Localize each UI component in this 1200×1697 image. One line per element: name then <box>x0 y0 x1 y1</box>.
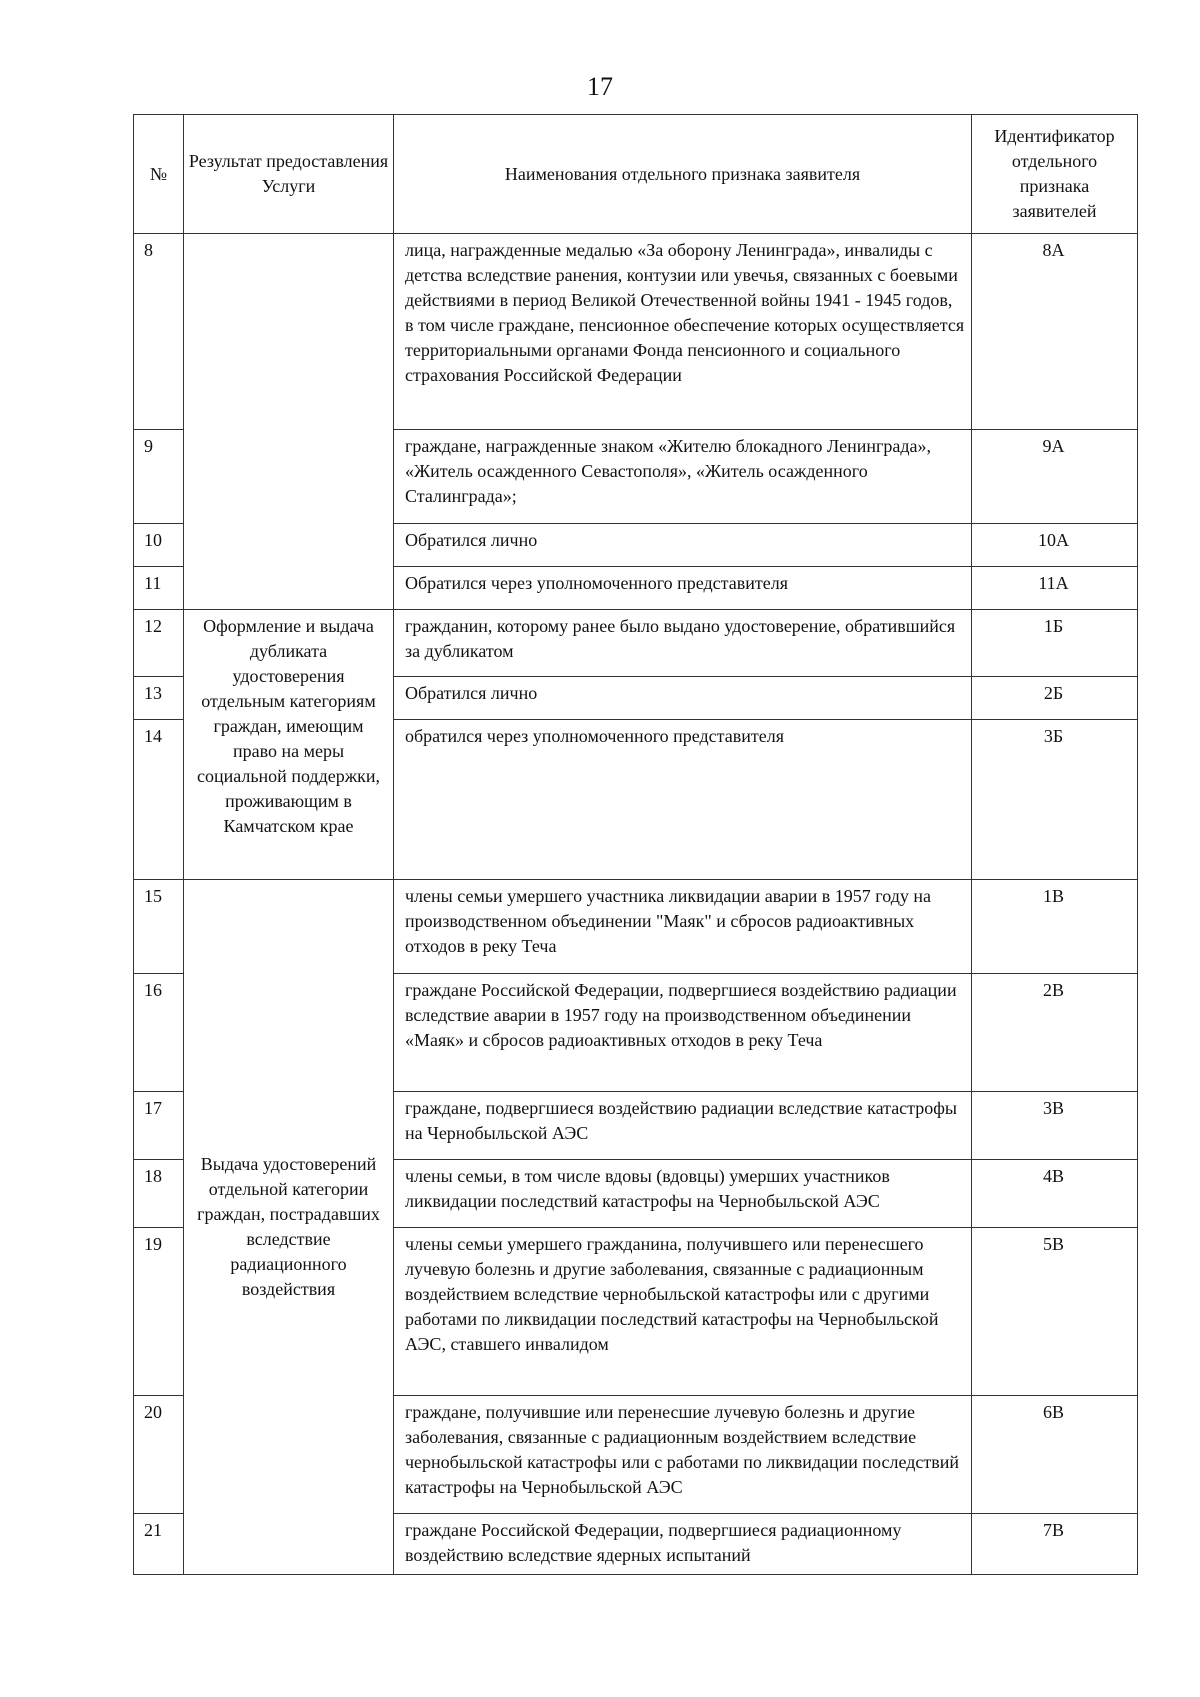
row-identifier: 1Б <box>972 610 1138 677</box>
table-row <box>134 880 1138 974</box>
row-number: 19 <box>134 1228 184 1396</box>
table-header-row <box>134 115 1138 234</box>
row-identifier: 8А <box>972 234 1138 430</box>
row-number: 13 <box>134 677 184 720</box>
row-identifier: 2В <box>972 974 1138 1092</box>
row-identifier: 1В <box>972 880 1138 974</box>
row-identifier: 9А <box>972 430 1138 524</box>
header-identifier: Идентификатор отдельного признака заявителей <box>972 115 1138 234</box>
row-attribute-text: граждане, награжденные знаком «Жителю блокадного Ленинграда», «Житель осажденного Севастополя», «Житель осажденного Сталинграда»; <box>394 430 972 524</box>
row-attribute-text: лица, награжденные медалью «За оборону Ленинграда», инвалиды с детства вследствие ранения, контузии или увечья, связанных с боевыми действиями в период Великой Отечественной войны 1941 - 1945 годов, в том числе граждане, пенсионное обеспечение которых осуществляется территориальными органами Фонда пенсионного и социального страхования Российской Федерации <box>394 234 972 430</box>
row-number: 14 <box>134 720 184 880</box>
header-result: Результат предоставления Услуги <box>184 115 394 234</box>
row-identifier: 2Б <box>972 677 1138 720</box>
result-duplicate-issuance: Оформление и выдача дубликата удостоверения отдельным категориям граждан, имеющим право на меры социальной поддержки, проживающим в Камчатском крае <box>184 610 394 880</box>
row-attribute-text: члены семьи умершего гражданина, получившего или перенесшего лучевую болезнь и другие заболевания, связанные с радиационным воздействием вследствие чернобыльской катастрофы или с другими работами по ликвидации последствий катастрофы на Чернобыльской АЭС, ставшего инвалидом <box>394 1228 972 1396</box>
table-row <box>134 234 1138 430</box>
row-attribute-text: Обратился через уполномоченного представителя <box>394 567 972 610</box>
row-attribute-text: Обратился лично <box>394 677 972 720</box>
row-number: 16 <box>134 974 184 1092</box>
row-number: 20 <box>134 1396 184 1514</box>
header-number: № <box>134 115 184 234</box>
row-number: 10 <box>134 524 184 567</box>
header-attribute-name: Наименования отдельного признака заявителя <box>394 115 972 234</box>
row-identifier: 11А <box>972 567 1138 610</box>
row-number: 9 <box>134 430 184 524</box>
row-number: 21 <box>134 1514 184 1575</box>
applicant-criteria-table <box>133 114 1138 1575</box>
row-attribute-text: обратился через уполномоченного представителя <box>394 720 972 880</box>
result-radiation-certificates: Выдача удостоверений отдельной категории граждан, пострадавших вследствие радиационного воздействия <box>184 880 394 1575</box>
row-identifier: 6В <box>972 1396 1138 1514</box>
row-identifier: 10А <box>972 524 1138 567</box>
row-number: 8 <box>134 234 184 430</box>
row-attribute-text: гражданин, которому ранее было выдано удостоверение, обратившийся за дубликатом <box>394 610 972 677</box>
row-attribute-text: граждане Российской Федерации, подвергшиеся радиационному воздействию вследствие ядерных испытаний <box>394 1514 972 1575</box>
row-attribute-text: граждане, подвергшиеся воздействию радиации вследствие катастрофы на Чернобыльской АЭС <box>394 1092 972 1160</box>
row-number: 15 <box>134 880 184 974</box>
row-identifier: 7В <box>972 1514 1138 1575</box>
row-attribute-text: члены семьи, в том числе вдовы (вдовцы) умерших участников ликвидации последствий катастрофы на Чернобыльской АЭС <box>394 1160 972 1228</box>
row-identifier: 5В <box>972 1228 1138 1396</box>
row-identifier: 3Б <box>972 720 1138 880</box>
page-number: 17 <box>587 72 613 101</box>
row-number: 11 <box>134 567 184 610</box>
row-number: 17 <box>134 1092 184 1160</box>
table-row <box>134 610 1138 677</box>
row-number: 18 <box>134 1160 184 1228</box>
row-identifier: 3В <box>972 1092 1138 1160</box>
row-attribute-text: Обратился лично <box>394 524 972 567</box>
row-number: 12 <box>134 610 184 677</box>
row-attribute-text: члены семьи умершего участника ликвидации аварии в 1957 году на производственном объединении "Маяк" и сбросов радиоактивных отходов в реку Теча <box>394 880 972 974</box>
row-attribute-text: граждане, получившие или перенесшие лучевую болезнь и другие заболевания, связанные с радиационным воздействием вследствие чернобыльской катастрофы или с работами по ликвидации последствий катастрофы на Чернобыльской АЭС <box>394 1396 972 1514</box>
row-attribute-text: граждане Российской Федерации, подвергшиеся воздействию радиации вследствие аварии в 1957 году на производственном объединении «Маяк» и сбросов радиоактивных отходов в реку Теча <box>394 974 972 1092</box>
result-cell-empty <box>184 234 394 610</box>
row-identifier: 4В <box>972 1160 1138 1228</box>
